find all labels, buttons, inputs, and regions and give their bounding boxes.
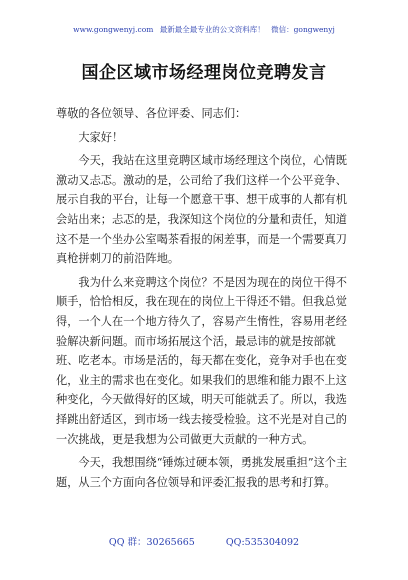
page-footer [0,534,408,548]
wechat-id: 微信：gongwenyj [271,25,335,34]
site-url-link[interactable]: www.gongwenyj.com [73,25,154,34]
document-title: 国企区域市场经理岗位竞聘发言 [81,63,327,83]
paragraph-3: 今天，我想围绕“锤炼过硬本领，勇挑发展重担”这个主题，从三个方面向各位领导和评委汇报我的思考和打算。 [56,456,348,489]
greeting: 大家好！ [78,130,124,144]
site-tagline: 最新最全最专业的公文资料库！ [159,25,265,34]
document-body [56,104,356,492]
site-header [0,24,408,35]
salutation: 尊敬的各位领导、各位评委、同志们： [56,107,247,120]
paragraph-2: 我为什么来竞聘这个岗位？不是因为现在的岗位干得不顺手，恰恰相反，我在现在的岗位上干得还不错。但我总觉得，一个人在一个地方待久了，容易产生惰性，容易用老经验解决新问题。而市场拓展这个活，最忌讳的就是按部就班、吃老本。市场是活的，每天都在变化，竞争对手也在变化，业主的需求也在变化。如果我们的思维和能力跟不上这种变化，今天做得好的区域，明天可能就丢了。所以，我选择跳出舒适区，到市场一线去接受检验。这不光是对自己的一次挑战，更是我想为公司做更大贡献的一种方式。 [56,275,347,446]
qq-group: QQ 群：30265665 [108,537,195,548]
paragraph-1: 今天，我站在这里竞聘区域市场经理这个岗位，心情既激动又忐忑。激动的是，公司给了我们这样一个公平竞争、展示自我的平台，让每一个愿意干事、想干成事的人都有机会站出来；忐忑的是，我深知这个岗位的分量和责任，知道这不是一个坐办公室喝茶看报的闲差事，而是一个需要真刀真枪拼刺刀的前沿阵地。 [56,154,347,266]
qq-contact: QQ:535304092 [225,537,300,548]
